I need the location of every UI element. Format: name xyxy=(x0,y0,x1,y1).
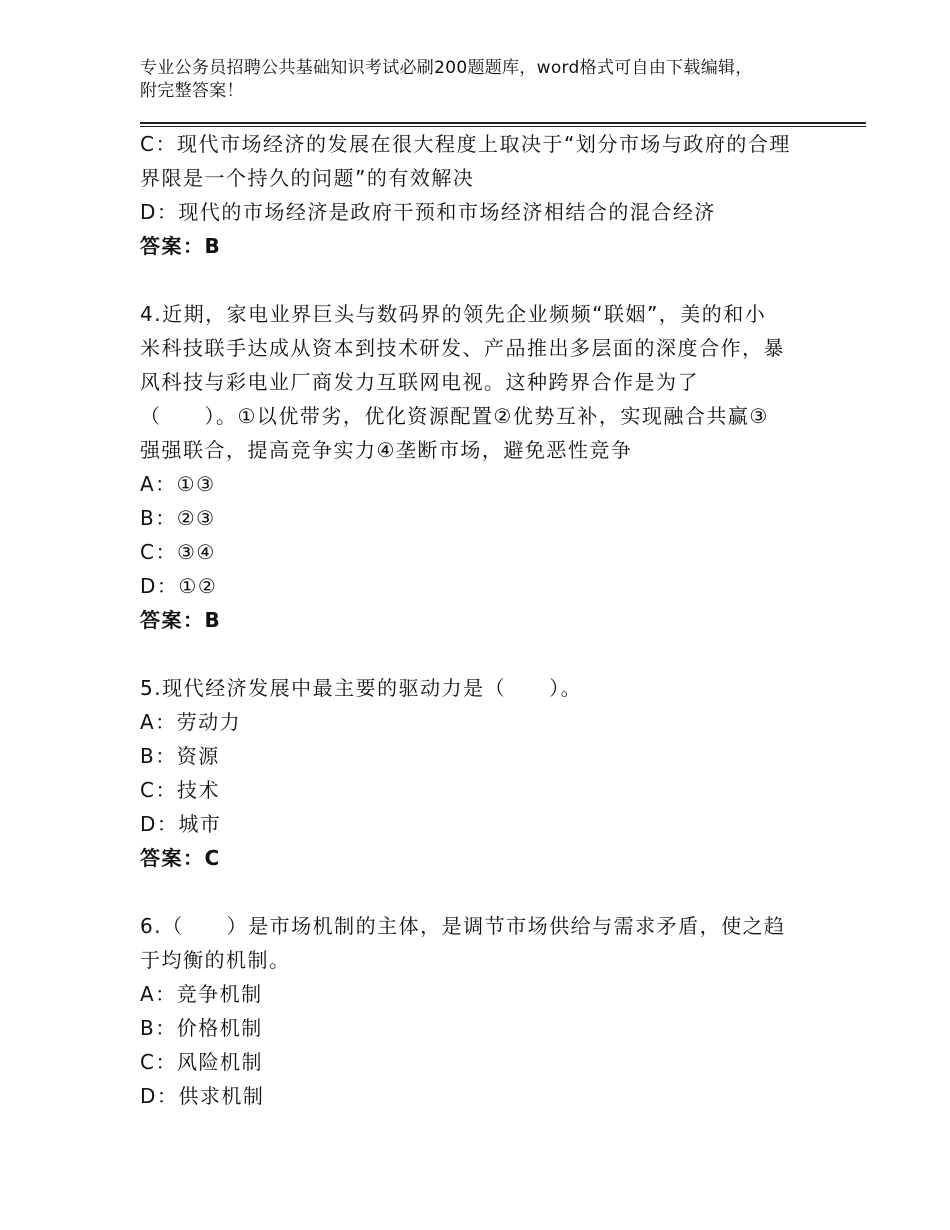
question-list xyxy=(140,127,820,1113)
question-4 xyxy=(140,297,820,637)
question-5 xyxy=(140,671,820,875)
option-c: C：技术 xyxy=(140,778,220,802)
question-stem-line: 4.近期，家电业界巨头与数码界的领先企业频频“联姻”，美的和小 xyxy=(140,302,767,326)
question-stem-line: 风科技与彩电业厂商发力互联网电视。这种跨界合作是为了 xyxy=(140,370,699,394)
option-a: A：劳动力 xyxy=(140,710,242,734)
question-stem-line: 米科技联手达成从资本到技术研发、产品推出多层面的深度合作，暴 xyxy=(140,336,785,360)
question-stem-line: 6.（ ）是市场机制的主体，是调节市场供给与需求矛盾，使之趋 xyxy=(140,914,786,938)
option-line: 界限是一个持久的问题”的有效解决 xyxy=(140,166,475,190)
option-line: D：现代的市场经济是政府干预和市场经济相结合的混合经济 xyxy=(140,200,716,224)
question-stem-line: 强强联合，提高竞争实力④垄断市场，避免恶性竞争 xyxy=(140,438,633,462)
answer-label: 答案：C xyxy=(140,846,221,870)
option-d: D：供求机制 xyxy=(140,1084,265,1108)
question-stem-line: 5.现代经济发展中最主要的驱动力是（ ）。 xyxy=(140,676,583,700)
answer-label: 答案：B xyxy=(140,234,222,258)
header-line-1: 专业公务员招聘公共基础知识考试必刷200题题库，word格式可自由下载编辑， xyxy=(140,58,753,78)
question-stem-line: 于均衡的机制。 xyxy=(140,948,291,972)
option-a: A：①③ xyxy=(140,472,216,496)
option-c: C：风险机制 xyxy=(140,1050,263,1074)
option-b: B：资源 xyxy=(140,744,220,768)
document-header xyxy=(140,57,820,103)
option-line: C：现代市场经济的发展在很大程度上取决于“划分市场与政府的合理 xyxy=(140,132,791,156)
header-rule-thick xyxy=(140,122,866,124)
option-d: D：城市 xyxy=(140,812,222,836)
question-6 xyxy=(140,909,820,1113)
option-b: B：②③ xyxy=(140,506,216,530)
question-3-tail xyxy=(140,127,820,263)
question-stem-line: （ ）。①以优带劣，优化资源配置②优势互补，实现融合共赢③ xyxy=(140,404,769,428)
answer-label: 答案：B xyxy=(140,608,222,632)
option-b: B：价格机制 xyxy=(140,1016,263,1040)
option-d: D：①② xyxy=(140,574,218,598)
option-c: C：③④ xyxy=(140,540,216,564)
header-line-2: 附完整答案！ xyxy=(140,81,244,101)
option-a: A：竞争机制 xyxy=(140,982,263,1006)
